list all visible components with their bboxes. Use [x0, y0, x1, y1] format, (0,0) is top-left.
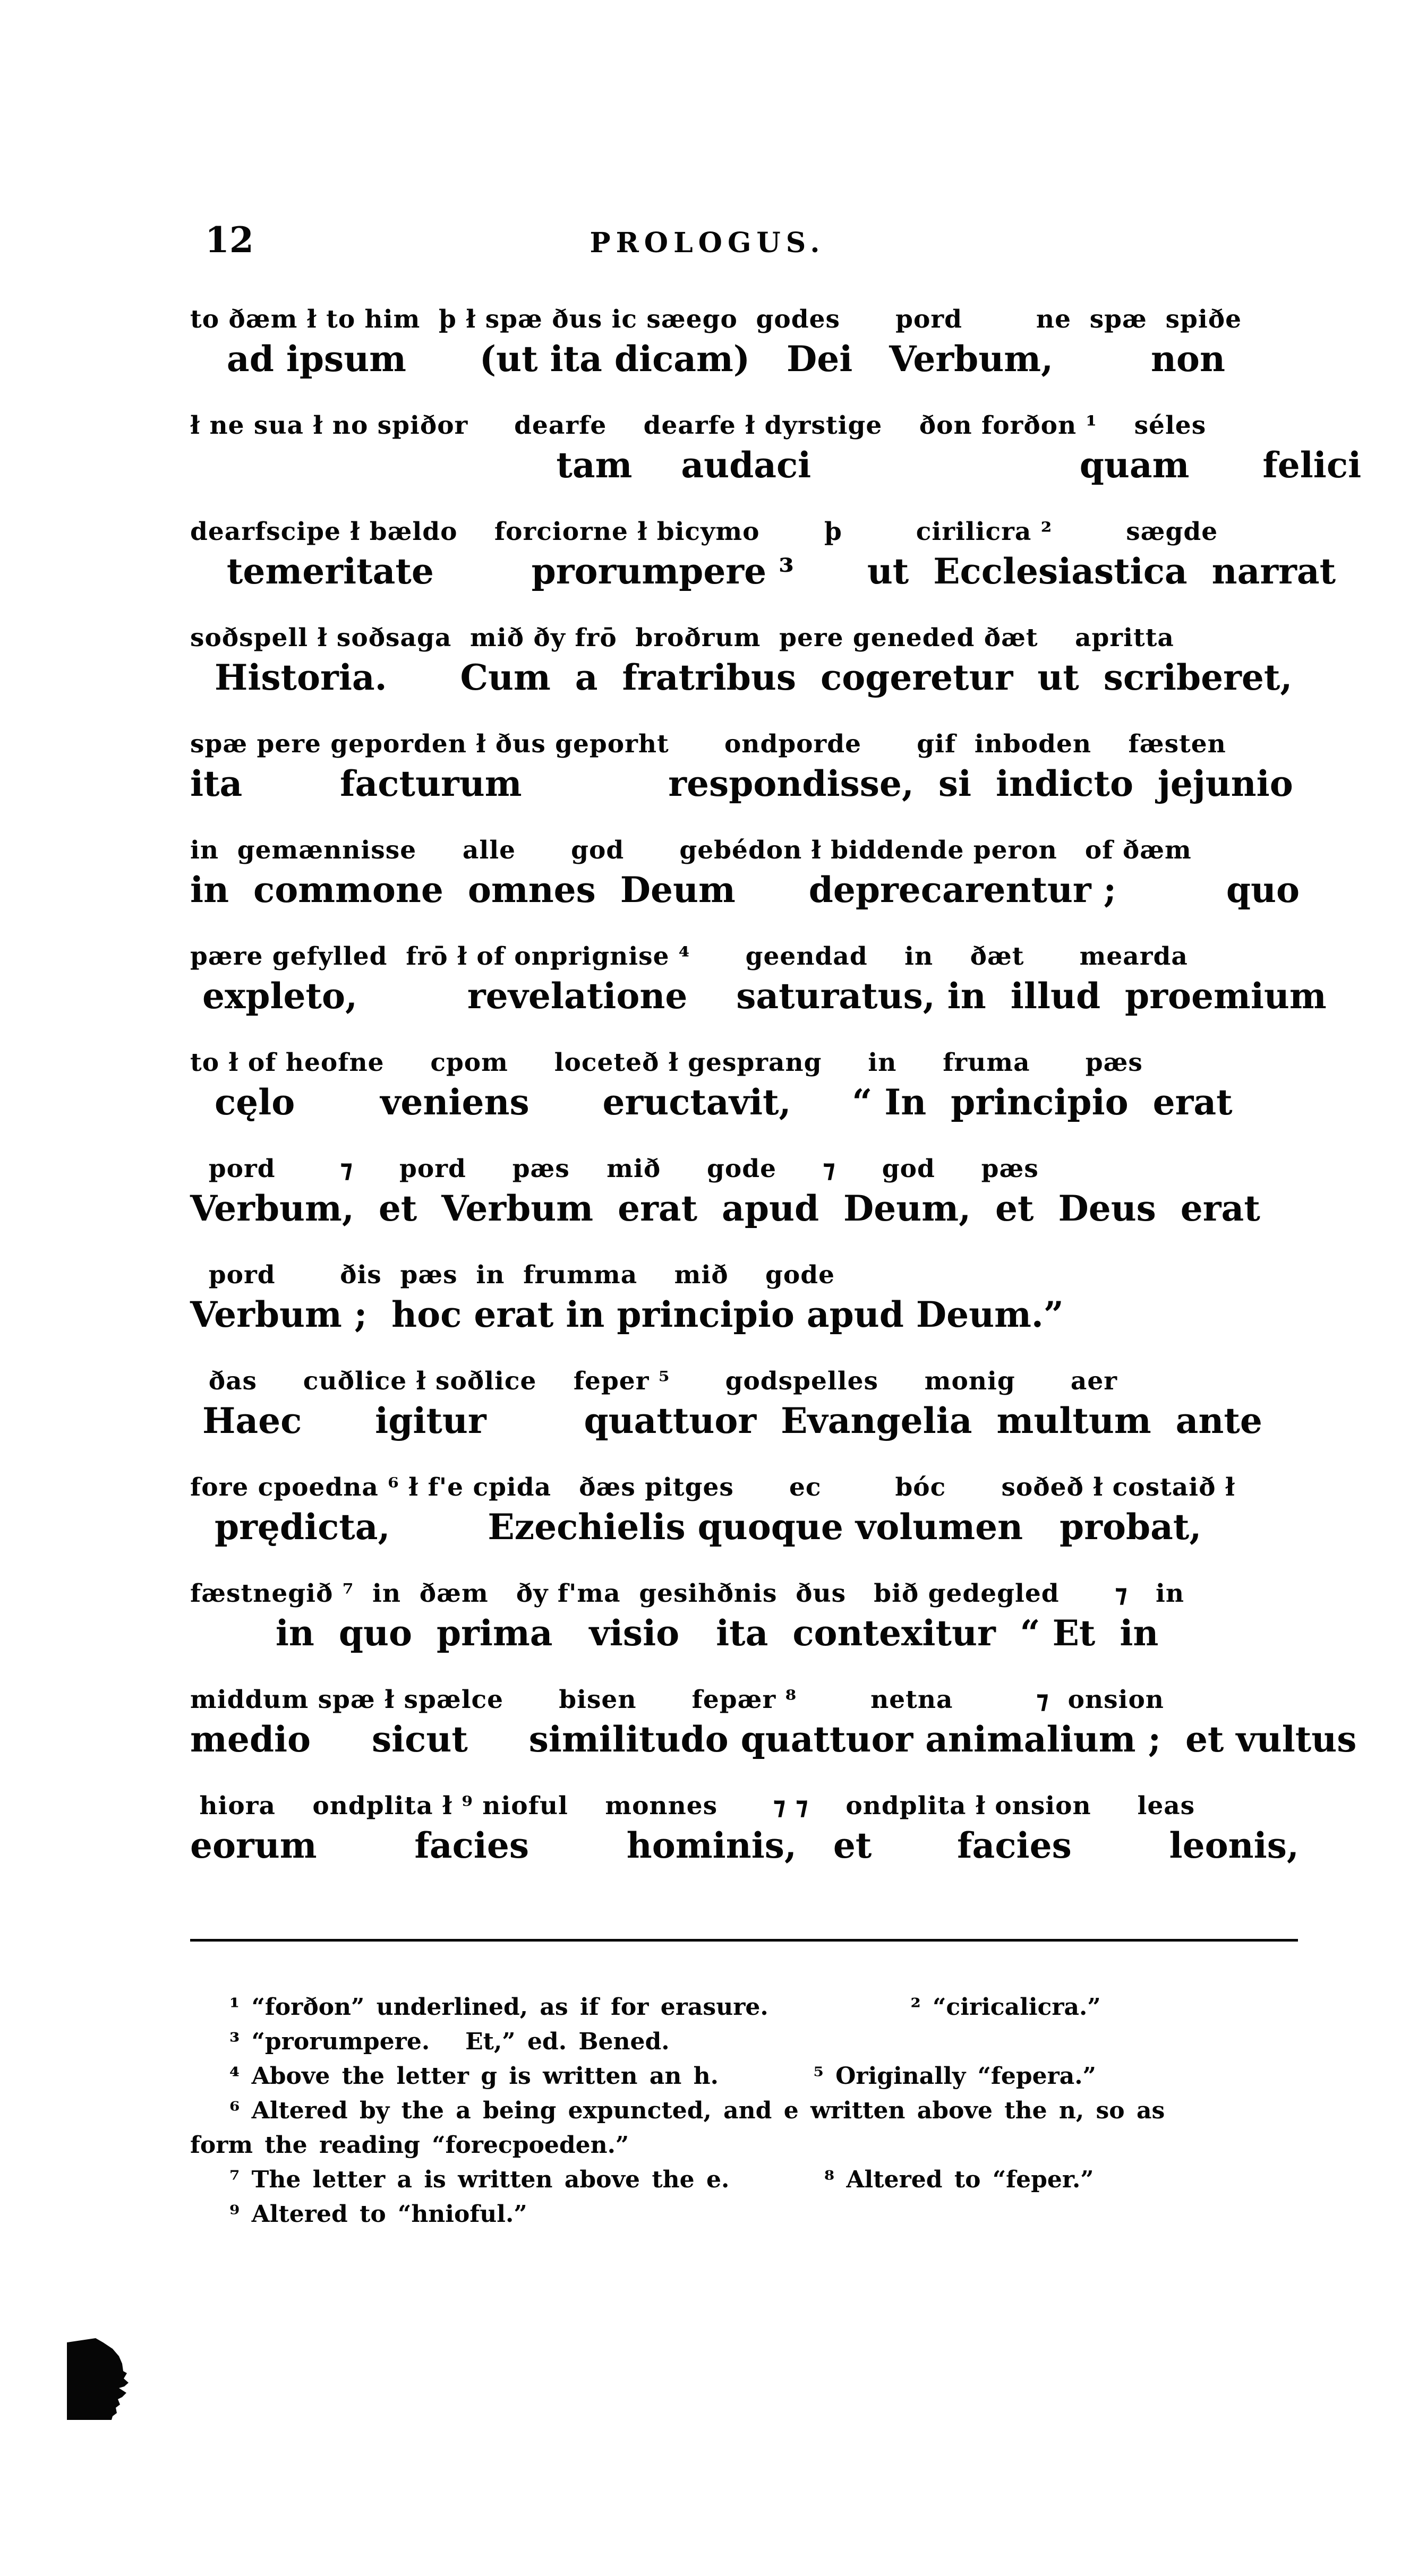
- gloss-line: middum spæ ł spælce bisen fepær ⁸ netna ⁊ onsion: [190, 1685, 1164, 1714]
- line-pair: [190, 1472, 1311, 1550]
- line-pair: [190, 410, 1362, 488]
- footnote-line: ⁶ Altered by the a being expuncted, and e written above the n, so as: [229, 2097, 1165, 2124]
- gloss-line: hiora ondplita ł ⁹ nioful monnes ⁊ ⁊ ondplita ł onsion leas: [190, 1791, 1195, 1821]
- latin-line: expleto, revelatione saturatus, in illud proemium: [190, 975, 1327, 1017]
- gloss-line: to ðæm ł to him þ ł spæ ðus ic sæego godes pord ne spæ spiðe: [190, 305, 1242, 334]
- gloss-line: pord ⁊ pord pæs mið gode ⁊ god pæs: [190, 1154, 1039, 1183]
- latin-line: cęlo veniens eructavit, “ In principio erat: [190, 1081, 1233, 1123]
- line-pair: [190, 1047, 1311, 1126]
- latin-line: Verbum ; hoc erat in principio apud Deum.”: [190, 1294, 1064, 1335]
- latin-line: in commone omnes Deum deprecarentur ; quo: [190, 869, 1300, 911]
- footnote-line: ⁴ Above the letter g is written an h. ⁵ Originally “fepera.”: [229, 2063, 1096, 2090]
- latin-line: Verbum, et Verbum erat apud Deum, et Deus erat: [190, 1188, 1260, 1229]
- line-pair: [190, 622, 1311, 701]
- gloss-line: in gemænnisse alle god gebédon ł biddende peron of ðæm: [190, 836, 1192, 865]
- latin-line: eorum facies hominis, et facies leonis,: [190, 1825, 1299, 1866]
- line-pair: [190, 304, 1311, 382]
- latin-line: ad ipsum (ut ita dicam) Dei Verbum, non: [190, 338, 1225, 380]
- footnote-line: ⁷ The letter a is written above the e. ⁸ Altered to “feper.”: [229, 2166, 1094, 2193]
- latin-line: Haec igitur quattuor Evangelia multum ante: [190, 1400, 1262, 1441]
- line-pair: [190, 1366, 1311, 1444]
- footnote-line: ³ “prorumpere. Et,” ed. Bened.: [229, 2028, 670, 2055]
- line-pair: [190, 1684, 1357, 1763]
- line-pair: [190, 1578, 1311, 1656]
- latin-line: prędicta, Ezechielis quoque volumen probat,: [190, 1506, 1202, 1548]
- footnote-line: ¹ “forðon” underlined, as if for erasure. ² “ciricalicra.”: [229, 1994, 1101, 2021]
- line-pair: [190, 941, 1327, 1019]
- gloss-line: pære gefylled frō ł of onprignise ⁴ geendad in ðæt mearda: [190, 942, 1188, 971]
- footnote-rule: [190, 1939, 1298, 1942]
- latin-line: ita facturum respondisse, si indicto jejunio: [190, 763, 1293, 804]
- latin-line: tam audaci quam felici: [190, 444, 1362, 486]
- footnote-line: ⁹ Altered to “hnioful.”: [229, 2201, 527, 2228]
- line-pair: [190, 516, 1336, 595]
- gloss-line: ðas cuðlice ł soðlice feper ⁵ godspelles monig aer: [190, 1367, 1118, 1396]
- running-title: PROLOGUS.: [590, 227, 825, 259]
- gloss-line: pord ðis pæs in frumma mið gode: [190, 1260, 835, 1290]
- line-pair: [190, 1153, 1311, 1232]
- latin-line: medio sicut similitudo quattuor animalium ; et vultus: [190, 1719, 1357, 1760]
- gloss-line: spæ pere geporden ł ðus geporht ondporde gif inboden fæsten: [190, 729, 1226, 759]
- page-header: [190, 219, 1301, 272]
- gloss-line: fæstnegið ⁷ in ðæm ðy f'ma gesihðnis ðus bið gedegled ⁊ in: [190, 1579, 1185, 1608]
- interlinear-block: [190, 304, 1362, 1896]
- line-pair: [190, 1259, 1311, 1338]
- ink-blot-mark: [66, 2336, 167, 2426]
- latin-line: temeritate prorumpere ³ ut Ecclesiastica narrat: [190, 551, 1336, 592]
- ink-blot-shape: [67, 2338, 129, 2420]
- footnote-line: form the reading “forecpoeden.”: [190, 2132, 629, 2159]
- gloss-line: fore cpoedna ⁶ ł f'e cpida ðæs pitges ec bóc soðeð ł costaið ł: [190, 1473, 1235, 1502]
- line-pair: [190, 835, 1311, 913]
- line-pair: [190, 1790, 1311, 1869]
- page-number: 12: [205, 219, 254, 261]
- latin-line: Historia. Cum a fratribus cogeretur ut scriberet,: [190, 657, 1293, 698]
- gloss-line: soðspell ł soðsaga mið ðy frō broðrum pere geneded ðæt apritta: [190, 623, 1174, 652]
- gloss-line: dearfscipe ł bældo forciorne ł bicymo þ cirilicra ² sægde: [190, 517, 1218, 546]
- gloss-line: to ł of heofne cpom loceteð ł gesprang in fruma pæs: [190, 1048, 1143, 1077]
- gloss-line: ł ne sua ł no spiðor dearfe dearfe ł dyrstige ðon forðon ¹ séles: [190, 411, 1207, 440]
- line-pair: [190, 728, 1311, 807]
- latin-line: in quo prima visio ita contexitur “ Et in: [190, 1612, 1159, 1654]
- footnotes-block: [190, 1990, 1311, 2231]
